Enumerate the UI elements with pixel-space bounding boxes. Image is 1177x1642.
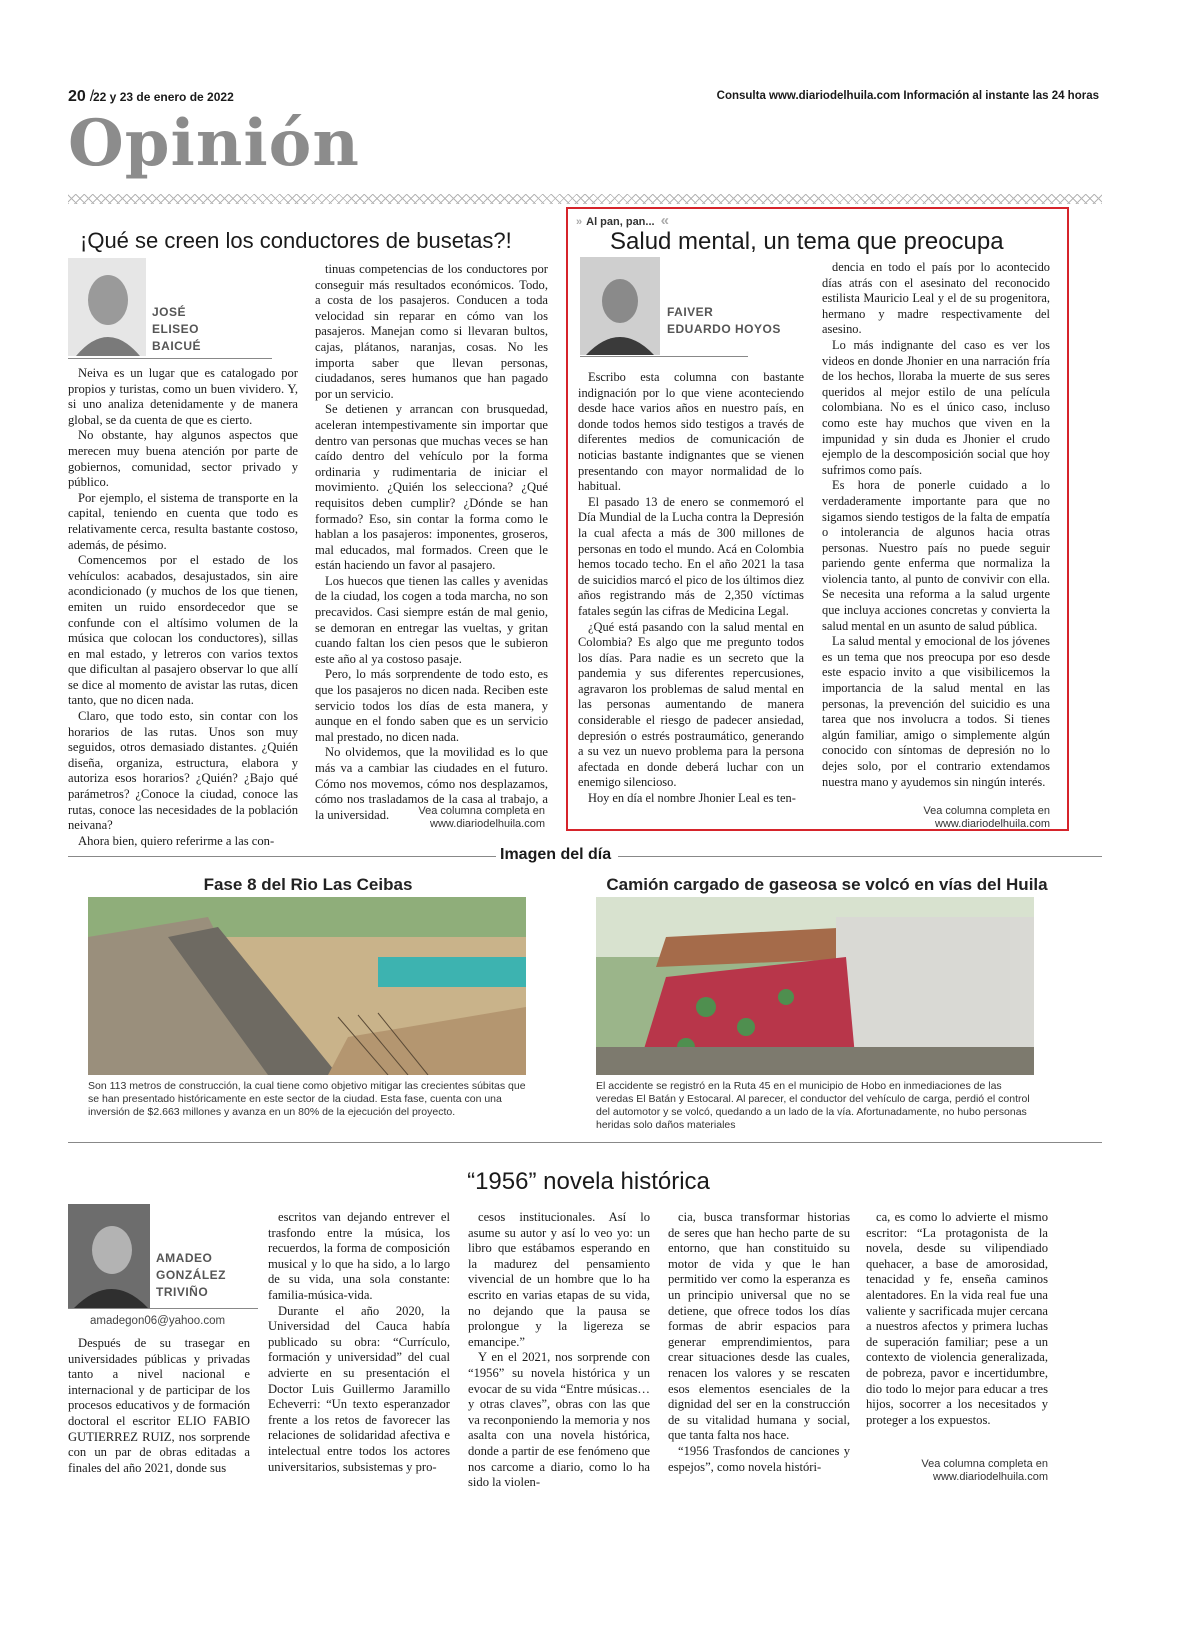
paragraph: Es hora de ponerle cuidado a lo verdaderamente importante para que no sigamos siendo testigos de la falta de empatía o intolerancia de algunos hacia otras personas. Nuestro país no puede seguir pariendo gente enferma que normaliza la violencia tanto, al punto de convivir con ella. Se necesita una reforma a la salud urgente que incluya acciones concretas y convierta la salud mental en un asunto de salud pública. [822, 478, 1050, 633]
paragraph: tinuas competencias de los conductores por conseguir más resultados económicos. Todo, a costa de los pasajeros. Conducen a toda velocidad sin reparar en cómo van los pasajeros. Manejan como si llevaran bultos, cajas, plátanos, naranjas, cosas. No les importa saber que llevan personas, ciudadanos, seres humanos que han pagado por un servicio. [315, 262, 548, 401]
rule-left [68, 856, 496, 857]
article2-vea: Vea columna completa en www.diariodelhuila.com [923, 805, 1050, 830]
paragraph: Escribo esta columna con bastante indignación por lo que viene aconteciendo desde hace varios años en nuestro país, en donde todos hemos sido testigos a través de diferentes medios de comunicación de noticias bastante indignantes que se vienen presentando con mayor normalidad de lo habitual. [578, 370, 804, 494]
article2-kicker: » Al pan, pan... « [576, 212, 669, 229]
paragraph: Neiva es un lugar que es catalogado por propios y turistas, como un buen vividero. Y, si uno analiza detenidamente y de manera global, se da cuenta de que es cierto. [68, 366, 298, 427]
article1-author: JOSÉ ELISEO BAICUÉ [152, 305, 202, 353]
paragraph: Comencemos por el estado de los vehículos: acabados, desajustados, sin aire acondicionado (y muchos de los que tienen, emiten un ruido ensordecedor que se confunde con el altísimo volumen de la música que colocan los conductores), sillas en mal estado, y letreros con varios textos que dificultan al pasajero observar lo que allí se dice al momento de avistar las rutas, dicen tanto, que no dicen nada. [68, 553, 298, 708]
paragraph: Ahora bien, quiero referirme a las con- [78, 833, 275, 848]
article2-author: FAIVER EDUARDO HOYOS [667, 305, 781, 336]
article1-vea: Vea columna completa en www.diariodelhuila.com [418, 805, 545, 830]
article2-col1 [578, 370, 804, 807]
article3-headline: “1956” novela histórica [467, 1168, 710, 1195]
photo-left-caption: Son 113 metros de construcción, la cual tiene como objetivo mitigar las crecientes súbitas que se han presentado históricamente en este sector de la ciudad. Esta fase, cuenta con una inversión de $2.663 millones y avanza en un 80% de la ejecución del proyecto. [88, 1080, 526, 1118]
article2-col2 [822, 260, 1050, 790]
article1-headline: ¡Qué se creen los conductores de busetas?! [80, 228, 512, 253]
author-email[interactable]: amadegon06@yahoo.com [90, 1315, 226, 1327]
article3-author: AMADEO GONZÁLEZ TRIVIÑO [156, 1251, 226, 1299]
section-title: Opinión [68, 106, 360, 181]
paragraph: Pero, lo más sorprendente de todo esto, es que los pasajeros no dicen nada. Reciben este servicio todos los días de esta manera, y aunque en el fondo saben que es un servicio mal prestado, no dicen nada. [315, 667, 548, 744]
article3-vea: Vea columna completa en www.diariodelhuila.com [921, 1458, 1048, 1483]
article3-col1 [68, 1336, 250, 1476]
paragraph: Los huecos que tienen las calles y avenidas de la ciudad, los cogen a toda marcha, no son precavidos. Casi siempre están de mal genio, se demoran en entregar las vueltas, y gritan cuando faltan los cien pesos que le subieron este año al ya costoso pasaje. [315, 573, 548, 666]
photo-left-title: Fase 8 del Rio Las Ceibas [203, 875, 413, 894]
paragraph: cia, busca transformar historias de seres que han hecho parte de su entorno, que han constituido su motor de vida y que le han permitido ver como la esperanza es un principio universal que no se detiene, que ofrece todos los días formas de abrir espacios para generar emprendimientos, para crear situaciones desde las cuales, renacen los valores y se rescaten esos elementos esenciales de la dignidad del ser en la construcción de su vitalidad humana y social, que tanta falta nos hace. [668, 1210, 850, 1443]
paragraph: “1956 Trasfondos de canciones y espejos”, como novela históri- [668, 1443, 850, 1474]
imagen-del-dia-label: Imagen del día [500, 846, 612, 863]
paragraph: ¿Qué está pasando con la salud mental en Colombia? Es algo que me pregunto todos los días. Para nadie es un secreto que la pandemia y sus diferentes repercusiones, agravaron los problemas de salud mental en las personas aumentando de manera considerable el riesgo de padecer ansiedad, depresión o estrés postraumático, generando a su vez un nuevo problema para la persona afectada en donde deberá luchar con un enemigo silencioso. [578, 619, 804, 790]
ornamental-divider [68, 194, 1102, 204]
author-photo [68, 1204, 150, 1308]
author-rule [68, 1308, 258, 1309]
article3-col3 [468, 1210, 650, 1491]
photo-right-caption: El accidente se registró en la Ruta 45 en el municipio de Hobo en inmediaciones de las veredas El Batán y Estocaral. Al parecer, el conductor del vehículo de carga, perdió el control del automotor y se volcó, quedando a un lado de la vía. Afortunadamente, no hubo personas heridas solo daños materiales [596, 1080, 1030, 1131]
article1-col1 [68, 366, 298, 849]
article3-col2 [268, 1210, 450, 1475]
paragraph: cesos institucionales. Así lo asume su autor y así lo veo yo: un libro que estábamos esperando en la madurez del pensamiento vivencial de un hombre que lo ha escrito en varias etapas de su vida, no dejando que la pausa se prolongue y la ligereza se emancipe.” [468, 1210, 650, 1349]
paragraph: escritos van dejando entrever el trasfondo entre la música, los recuerdos, la forma de composición musical y lo que ha sido, a lo largo de su vida, una sola constante: familia-música-vida. [268, 1210, 450, 1302]
author-rule [580, 356, 748, 357]
paragraph: Y en el 2021, nos sorprende con “1956” su novela histórica y un evocar de su vida “Entre músicas…y otras claves”, obras con las que va reconponiendo la memoria y nos asalta con una novela histórica, donde a partir de ese fenómeno que nos carcome a diario, como lo ha sido la violen- [468, 1350, 650, 1490]
paragraph: No olvidemos, que la movilidad es lo que más va a cambiar las ciudades en el futuro. Cómo nos movemos, cómo nos desplazamos, cómo nos trasladamos de la casa al trabajo, a la universidad. [315, 745, 548, 822]
rule-right [618, 856, 1102, 857]
paragraph: Por ejemplo, el sistema de transporte en la capital, teniendo en cuenta que todo es relativamente cerca, resulta bastante costoso, además, de pésimo. [68, 490, 298, 552]
photo-right-title: Camión cargado de gaseosa se volcó en vías del Huila [606, 875, 1048, 894]
site-note: Consulta www.diariodelhuila.com Información al instante las 24 horas [716, 90, 1099, 102]
article2-headline: Salud mental, un tema que preocupa [610, 228, 1004, 255]
paragraph: Después de su trasegar en universidades públicas y privadas tanto a nivel nacional e internacional y de participar de los procesos educativos y de formación doctoral el escritor ELIO FABIO GUTIERREZ RUIZ, nos sorprende con un par de obras editadas a finales del año 2021, donde sus [68, 1336, 250, 1475]
article3-col5 [866, 1210, 1048, 1428]
author-rule [68, 358, 272, 359]
photo-overturned-truck [596, 897, 1034, 1075]
page-number: 20 / [68, 88, 95, 105]
paragraph: La salud mental y emocional de los jóvenes es un tema que nos preocupa por eso desde este espacio invito a que visibilicemos la importancia de la salud mental en las personas, la prevención del suicidio es una tarea que nos involucra a todos. Si tienes algún familiar, amigo o simplemente algún conocido con síntomas de depresión no lo dejes solo, por el contrario extendamos nuestra mano y ayudemos sin ningún interés. [822, 634, 1050, 789]
article1-col2 [315, 262, 548, 823]
paragraph: ca, es como lo advierte el mismo escritor: “La protagonista de la novela, desde su vilipendiado quehacer, a base de amorosidad, tenacidad y fe, enseña caminos alentadores. En la vida real fue una valiente y sacrificada mujer cercana a nuestros afectos y primera luchas de superación familiar; pese a un contexto de violencia generalizada, de pobreza, pavor e incertidumbre, dio todo lo mejor para educar a tres hijos, socorrer a los necesitados y proteger a los expuestos. [866, 1210, 1048, 1427]
paragraph: Se detienen y arrancan con brusquedad, aceleran intempestivamente sin importar que dentro van personas que muchas veces se han caído dentro del vehículo por la forma ordinaria y rudimentaria de iniciar el movimiento. ¿Quién los selecciona? ¿Qué requisitos deben cumplir? ¿Dónde se han formado? Eso, sin contar la forma como le hablan a los pasajeros: imponentes, groseros, mal educados, mal formados. Creen que le están haciendo un favor al pasajero. [315, 402, 548, 573]
paragraph: No obstante, hay algunos aspectos que merecen muy buena atención por parte de gobiernos, comunidad, sector privado y público. [68, 428, 298, 490]
paragraph: El pasado 13 de enero se conmemoró el Día Mundial de la Lucha contra la Depresión la cual afecta a más de 300 millones de personas en todo el mundo. Acá en Colombia hemos tocado techo. En el año 2021 la tasa de suicidios marcó el pico de los últimos diez años registrando más de 2,350 víctimas fatales según las cifras de Medicina Legal. [578, 494, 804, 618]
paragraph: Lo más indignante del caso es ver los videos en donde Jhonier en una narración fría de los hechos, lloraba la muerte de sus seres queridos al mejor estilo de una película colombiana. No es el único caso, incluso como este hay muchos que viven en la impunidad y sin duda es Jhonier el crudo ejemplo de la descomposición social que hoy sufrimos como país. [822, 337, 1050, 477]
issue-date: 22 y 23 de enero de 2022 [93, 90, 234, 104]
section-rule [68, 1142, 1102, 1143]
author-photo [68, 258, 146, 356]
author-photo [580, 257, 660, 355]
paragraph: Claro, que todo esto, sin contar con los horarios de las rutas. Unos son muy seguidos, otros demasiado distantes. ¿Quién diseña, organiza, estructura, elabora y autoriza esos horarios? ¿Quién? ¿Bajo qué parámetros? ¿Conoce la ciudad, conoce las rutas, conoce las necesidades de la población neivana? [68, 709, 298, 833]
photo-construction [88, 897, 526, 1075]
paragraph: Hoy en día el nombre Jhonier Leal es ten- [588, 791, 796, 806]
paragraph: Durante el año 2020, la Universidad del Cauca había publicado su obra: “Currículo, formación y universidad” del cual advierte en su presentación el Doctor Luis Guillermo Jaramillo Echeverri: “Un texto esperanzador frente a los retos de favorecer las relaciones de solidaridad afectiva e intelectual entre todos los actores universitarios, subsistemas y pro- [268, 1303, 450, 1474]
article3-col4 [668, 1210, 850, 1475]
paragraph: dencia en todo el país por lo acontecido días atrás con el asesinato del reconocido estilista Mauricio Leal y el de su progenitora, hermano y madre respectivamente del asesino. [822, 260, 1050, 337]
